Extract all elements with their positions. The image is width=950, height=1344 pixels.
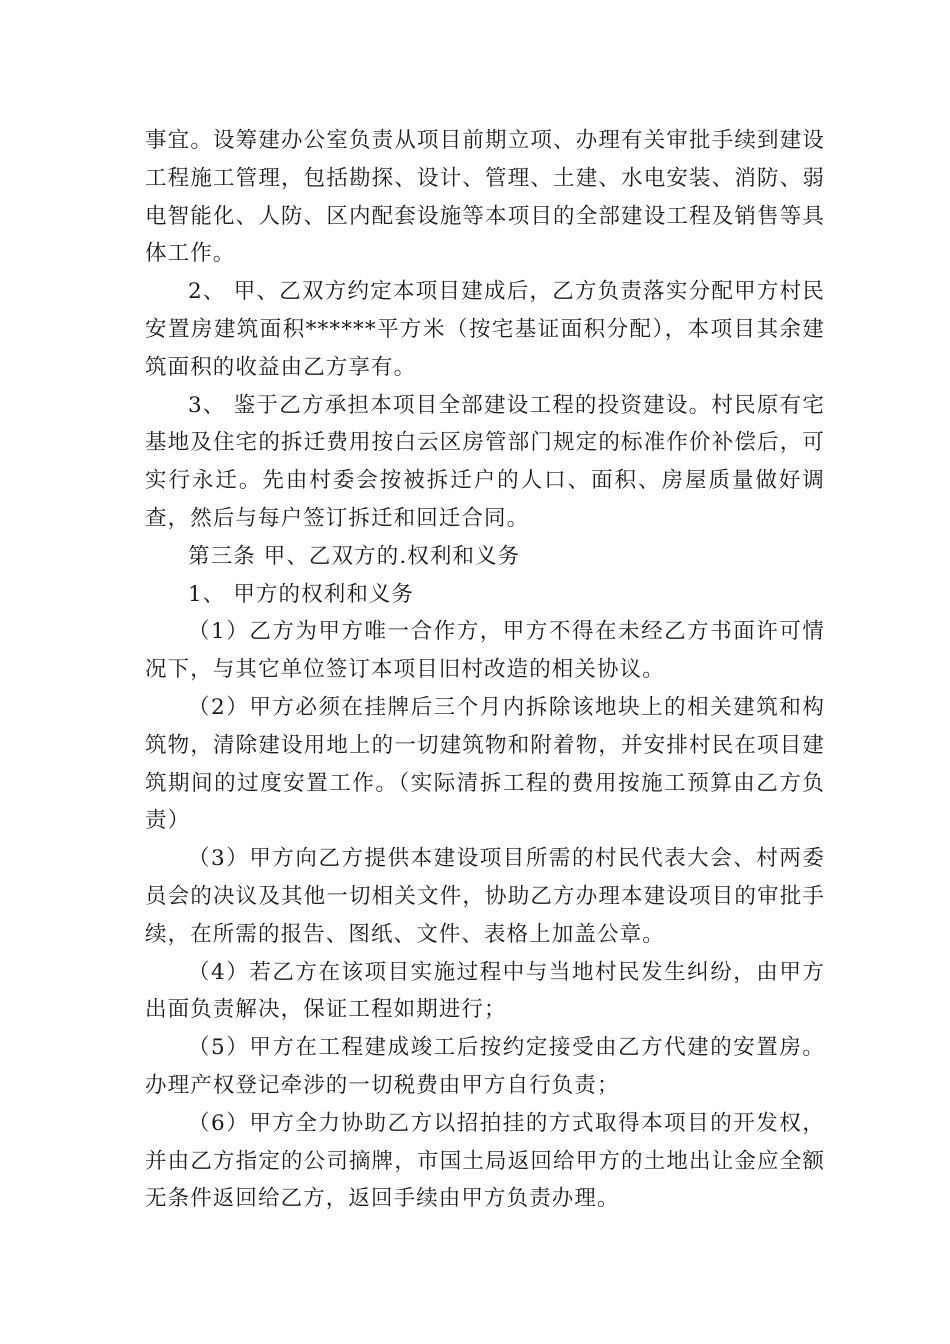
- section-heading-article-3: 第三条 甲、乙双方的.权利和义务: [188, 543, 521, 569]
- paragraph-item-3: （3）甲方向乙方提供本建设项目所需的村民代表大会、村两委员会的决议及其他一切相关文件，协助乙方办理本建设项目的审批手续，在所需的报告、图纸、文件、表格上加盖公章。: [145, 846, 825, 947]
- paragraph-continuation: 事宜。设筹建办公室负责从项目前期立项、办理有关审批手续到建设工程施工管理，包括勘探、设计、管理、土建、水电安装、消防、弱电智能化、人防、区内配套设施等本项目的全部建设工程及销售等具体工作。: [145, 128, 825, 267]
- document-page: [145, 122, 825, 1218]
- paragraph-item-1: （1）乙方为甲方唯一合作方，甲方不得在未经乙方书面许可情况下，与其它单位签订本项目旧村改造的相关协议。: [145, 619, 825, 683]
- subsection-heading-party-a: 1、 甲方的权利和义务: [188, 581, 415, 607]
- paragraph-item-5: （5）甲方在工程建成竣工后按约定接受由乙方代建的安置房。办理产权登记牵涉的一切税费由甲方自行负责；: [145, 1035, 825, 1098]
- paragraph-item-6: （6）甲方全力协助乙方以招拍挂的方式取得本项目的开发权，并由乙方指定的公司摘牌，市国土局返回给甲方的土地出让金应全额无条件返回给乙方，返回手续由甲方负责办理。: [145, 1110, 825, 1212]
- paragraph-clause-2: 2、 甲、乙双方约定本项目建成后，乙方负责落实分配甲方村民安置房建筑面积******平方米（按宅基证面积分配），本项目其余建筑面积的收益由乙方享有。: [145, 279, 825, 380]
- paragraph-clause-3: 3、 鉴于乙方承担本项目全部建设工程的投资建设。村民原有宅基地及住宅的拆迁费用按白云区房管部门规定的标准作价补偿后，可实行永迁。先由村委会按被拆迁户的人口、面积、房屋质量做好调查，然后与每户签订拆迁和回迁合同。: [145, 392, 825, 531]
- paragraph-item-2: （2）甲方必须在挂牌后三个月内拆除该地块上的相关建筑和构筑物，清除建设用地上的一切建筑物和附着物，并安排村民在项目建筑期间的过度安置工作。（实际清拆工程的费用按施工预算由乙方负责）: [145, 694, 825, 834]
- paragraph-item-4: （4）若乙方在该项目实施过程中与当地村民发生纠纷，由甲方出面负责解决，保证工程如期进行；: [145, 959, 825, 1023]
